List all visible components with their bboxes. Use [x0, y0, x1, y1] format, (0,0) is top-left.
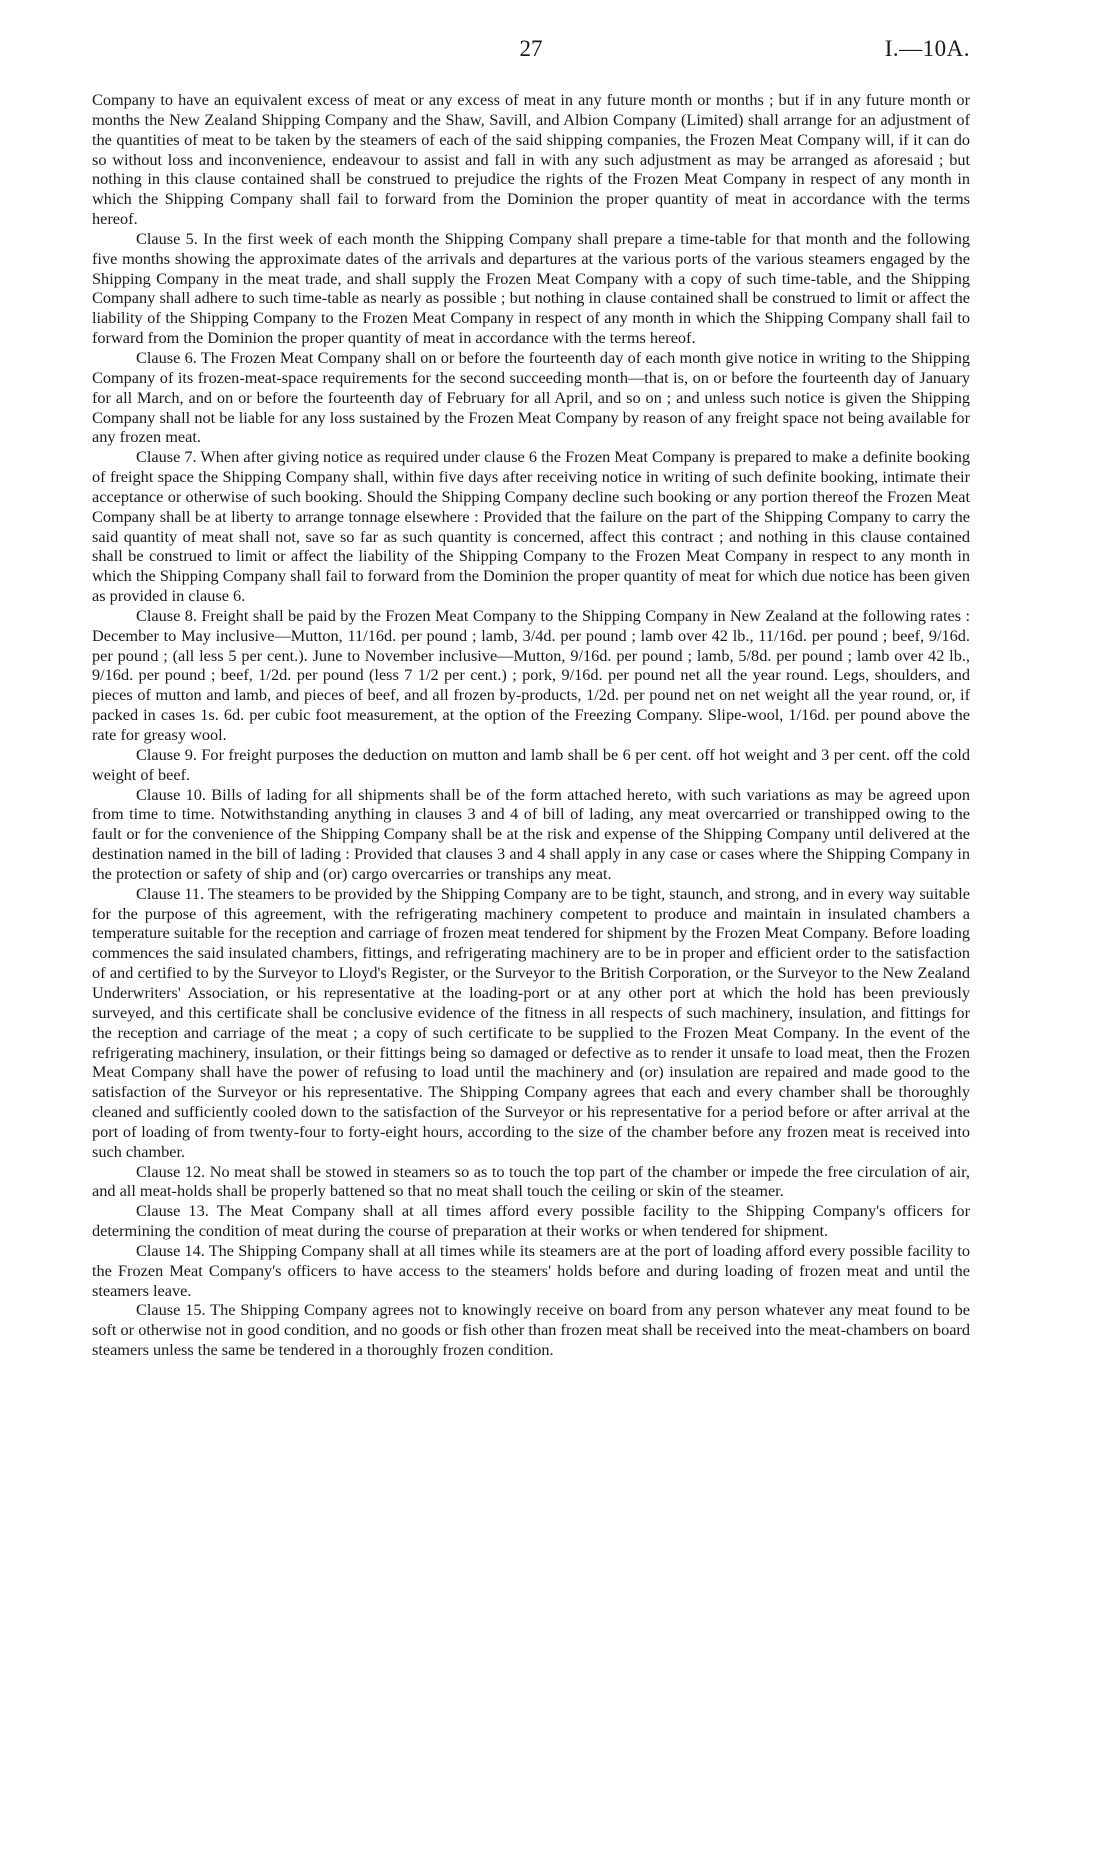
page-number: 27	[519, 36, 543, 61]
clause-13: Clause 13. The Meat Company shall at all times afford every possible facility to the Shipping Company's officers for determining the condition of meat during the course of preparation at their works or when tendered for shipment.	[92, 1201, 970, 1241]
document-reference: I.—10A.	[884, 36, 970, 61]
clause-10: Clause 10. Bills of lading for all shipments shall be of the form attached hereto, with such variations as may be agreed upon from time to time. Notwithstanding anything in clauses 3 and 4 of bill of lading, any meat overcarried or transhipped owing to the fault or for the convenience of the Shipping Company shall be at the risk and expense of the Shipping Company until delivered at the destination named in the bill of lading : Provided that clauses 3 and 4 shall apply in any case or cases where the Shipping Company in the protection or safety of ship and (or) cargo overcarries or tranships any meat.	[92, 784, 970, 883]
clause-5: Clause 5. In the first week of each month the Shipping Company shall prepare a time-table for that month and the following five months showing the approximate dates of the arrivals and departures at the various ports of the various steamers engaged by the Shipping Company in the meat trade, and shall supply the Frozen Meat Company with a copy of such time-table, and the Shipping Company shall adhere to such time-table as nearly as possible ; but nothing in clause contained shall be construed to limit or affect the liability of the Shipping Company to the Frozen Meat Company in respect of any month in which the Shipping Company shall fail to forward from the Dominion the proper quantity of meat in accordance with the terms hereof.	[92, 228, 970, 348]
clause-15: Clause 15. The Shipping Company agrees not to knowingly receive on board from any person whatever any meat found to be soft or otherwise not in good condition, and no goods or fish other than frozen meat shall be received into the meat-chambers on board steamers unless the same be tendered in a thoroughly frozen condition.	[92, 1300, 970, 1360]
document-page	[92, 36, 970, 1360]
page-header	[92, 36, 970, 90]
paragraph-continuation: Company to have an equivalent excess of meat or any excess of meat in any future month or months ; but if in any future month or months the New Zealand Shipping Company and the Shaw, Savill, and Albion Company (Limited) shall arrange for an adjustment of the quantities of meat to be taken by the steamers of each of the said shipping companies, the Frozen Meat Company will, if it can do so without loss and inconvenience, endeavour to assist and fall in with any such adjustment as may be arranged as aforesaid ; but nothing in this clause contained shall be construed to prejudice the rights of the Frozen Meat Company in respect of any month in which the Shipping Company shall fail to forward from the Dominion the proper quantity of meat in accordance with the terms hereof.	[92, 90, 970, 229]
clause-11: Clause 11. The steamers to be provided by the Shipping Company are to be tight, staunch, and strong, and in every way suitable for the purpose of this agreement, with the refrigerating machinery competent to produce and maintain in insulated chambers a temperature suitable for the reception and carriage of frozen meat tendered for shipment by the Frozen Meat Company. Before loading commences the said insulated chambers, fittings, and refrigerating machinery are to be in proper and efficient order to the satisfaction of and certified to by the Surveyor to Lloyd's Register, or the Surveyor to the British Corporation, or the Surveyor to the New Zealand Underwriters' Association, or his representative at the loading-port or at any other port at which the hold has been previously surveyed, and this certificate shall be conclusive evidence of the fitness in all respects of such machinery, insulation, and fittings for the reception and carriage of the meat ; a copy of such certificate to be supplied to the Frozen Meat Company. In the event of the refrigerating machinery, insulation, or their fittings being so damaged or defective as to render it unsafe to load meat, then the Frozen Meat Company shall have the power of refusing to load until the machinery and (or) insulation are repaired and made good to the satisfaction of the Surveyor or his representative. The Shipping Company agrees that each and every chamber shall be thoroughly cleaned and sufficiently cooled down to the satisfaction of the Surveyor or his representative for a period before or after arrival at the port of loading of from twenty-four to forty-eight hours, according to the size of the chamber before any frozen meat is received into such chamber.	[92, 883, 970, 1161]
document-body	[92, 90, 970, 1360]
clause-7: Clause 7. When after giving notice as required under clause 6 the Frozen Meat Company is prepared to make a definite booking of freight space the Shipping Company shall, within five days after receiving notice in writing of such definite booking, intimate their acceptance or otherwise of such booking. Should the Shipping Company decline such booking or any portion thereof the Frozen Meat Company shall be at liberty to arrange tonnage elsewhere : Provided that the failure on the part of the Shipping Company to carry the said quantity of meat shall not, save so far as such quantity is concerned, affect this contract ; and nothing in this clause contained shall be construed to limit or affect the liability of the Shipping Company to the Frozen Meat Company in respect to any month in which the Shipping Company shall fail to forward from the Dominion the proper quantity of meat for which due notice has been given as provided in clause 6.	[92, 447, 970, 606]
clause-12: Clause 12. No meat shall be stowed in steamers so as to touch the top part of the chamber or impede the free circulation of air, and all meat-holds shall be properly battened so that no meat shall touch the ceiling or skin of the steamer.	[92, 1161, 970, 1201]
clause-9: Clause 9. For freight purposes the deduction on mutton and lamb shall be 6 per cent. off hot weight and 3 per cent. off the cold weight of beef.	[92, 744, 970, 784]
clause-6: Clause 6. The Frozen Meat Company shall on or before the fourteenth day of each month give notice in writing to the Shipping Company of its frozen-meat-space requirements for the second succeeding month—that is, on or before the fourteenth day of January for all March, and on or before the fourteenth day of February for all April, and so on ; and unless such notice is given the Shipping Company shall not be liable for any loss sustained by the Frozen Meat Company by reason of any freight space not being available for any frozen meat.	[92, 347, 970, 447]
clause-14: Clause 14. The Shipping Company shall at all times while its steamers are at the port of loading afford every possible facility to the Frozen Meat Company's officers to have access to the steamers' holds before and during loading of frozen meat and until the steamers leave.	[92, 1240, 970, 1300]
clause-8: Clause 8. Freight shall be paid by the Frozen Meat Company to the Shipping Company in New Zealand at the following rates : December to May inclusive—Mutton, 11/16d. per pound ; lamb, 3/4d. per pound ; lamb over 42 lb., 11/16d. per pound ; beef, 9/16d. per pound ; (all less 5 per cent.). June to November inclusive—Mutton, 9/16d. per pound ; lamb, 5/8d. per pound ; lamb over 42 lb., 9/16d. per pound ; beef, 1/2d. per pound (less 7 1/2 per cent.) ; pork, 9/16d. per pound net all the year round. Legs, shoulders, and pieces of mutton and lamb, and pieces of beef, and all frozen by-products, 1/2d. per pound net on net weight all the year round, or, if packed in cases 1s. 6d. per cubic foot measurement, at the option of the Freezing Company. Slipe-wool, 1/16d. per pound above the rate for greasy wool.	[92, 605, 970, 744]
